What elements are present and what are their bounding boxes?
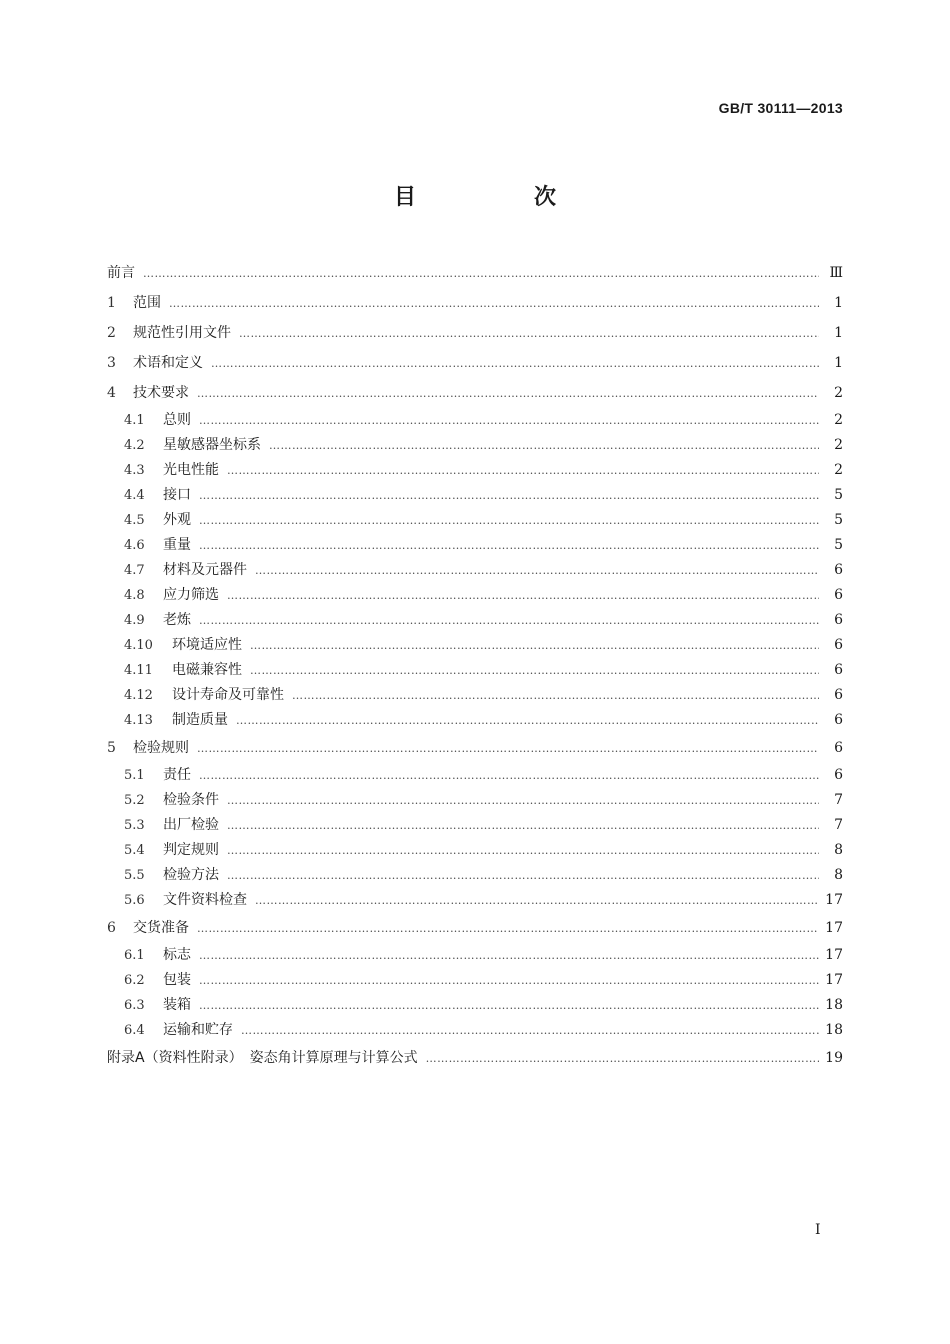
toc-entry-title: 材料及元器件 [163,562,247,578]
dot-leader [197,734,819,764]
dot-leader [255,888,819,913]
toc-entry-page: 1 [834,355,843,371]
toc-entry-title: 接口 [163,487,191,503]
dot-leader [227,458,819,483]
toc-entry-number: 4.13 [124,713,153,728]
toc-entry-page: 2 [834,385,843,401]
toc-entry-title: 规范性引用文件 [133,325,231,341]
toc-entry[interactable] [107,348,843,378]
toc-entry-page: 6 [834,662,843,678]
dot-leader [199,993,819,1018]
toc-entry[interactable] [107,533,843,558]
dot-leader [199,968,819,993]
dot-leader [426,1044,819,1074]
dot-leader [143,259,819,289]
toc-entry[interactable] [107,608,843,633]
dot-leader [227,863,819,888]
toc-entry[interactable] [107,913,843,943]
toc-entry-page: 6 [834,637,843,653]
toc-entry[interactable] [107,433,843,458]
toc-entry-number: 6.1 [124,948,145,963]
toc-entry-title: 装箱 [163,997,191,1013]
toc-entry-page: 18 [825,997,843,1013]
toc-entry-page: 6 [834,587,843,603]
toc-entry-title: 制造质量 [172,712,228,728]
toc-entry-page: 6 [834,712,843,728]
toc-entry-number: 6.3 [124,998,145,1013]
toc-entry[interactable] [107,1043,843,1073]
toc-entry[interactable] [107,483,843,508]
toc-entry[interactable] [107,318,843,348]
toc-entry[interactable] [107,458,843,483]
toc-entry-page: 7 [834,817,843,833]
toc-entry-number: 4 [107,385,116,401]
dot-leader [199,533,819,558]
dot-leader [199,408,819,433]
toc-entry-title: 检验方法 [163,867,219,883]
dot-leader [241,1018,819,1043]
toc-entry-page: 1 [834,295,843,311]
toc-entry-number: 4.9 [124,613,145,628]
toc-entry-title: 附录A（资料性附录） 姿态角计算原理与计算公式 [107,1050,418,1066]
toc-entry-title: 总则 [163,412,191,428]
dot-leader [250,633,819,658]
toc-entry-number: 4.1 [124,413,145,428]
toc-entry-title: 交货准备 [133,920,189,936]
toc-entry-title: 应力筛选 [163,587,219,603]
toc-entry[interactable] [107,1018,843,1043]
toc-entry[interactable] [107,408,843,433]
toc-entry-number: 4.12 [124,688,153,703]
toc-entry-number: 4.7 [124,563,145,578]
toc-entry-title: 包装 [163,972,191,988]
toc-entry[interactable] [107,888,843,913]
toc-entry[interactable] [107,258,843,288]
toc-entry-title: 运输和贮存 [163,1022,233,1038]
dot-leader [197,914,819,944]
toc-entry-page: 5 [834,512,843,528]
toc-entry-page: 6 [834,562,843,578]
toc-entry-number: 4.6 [124,538,145,553]
toc-entry-number: 3 [107,355,116,371]
page-title: 目 次 [393,185,604,210]
toc-entry-page: 5 [834,487,843,503]
toc-entry-number: 4.2 [124,438,145,453]
toc-entry[interactable] [107,968,843,993]
dot-leader [269,433,819,458]
toc-entry-title: 重量 [163,537,191,553]
toc-entry-number: 5.1 [124,768,145,783]
toc-entry[interactable] [107,378,843,408]
toc-entry-title: 标志 [163,947,191,963]
toc-entry-title: 环境适应性 [172,637,242,653]
toc-entry-number: 4.10 [124,638,153,653]
toc-entry[interactable] [107,838,843,863]
toc-entry[interactable] [107,943,843,968]
toc-entry-page: 2 [834,437,843,453]
toc-entry-number: 4.11 [124,663,153,678]
toc-entry-page: 1 [834,325,843,341]
toc-entry-title: 判定规则 [163,842,219,858]
dot-leader [197,379,819,409]
document-code: GB/T 30111—2013 [718,100,843,116]
dot-leader [199,483,819,508]
toc-entry-page: 2 [834,462,843,478]
toc-entry-page: 19 [825,1050,843,1066]
toc-entry-title: 星敏感器坐标系 [163,437,261,453]
toc-entry[interactable] [107,863,843,888]
toc-entry-title: 检验条件 [163,792,219,808]
toc-entry-title: 范围 [133,295,161,311]
toc-entry-title: 术语和定义 [133,355,203,371]
toc-entry-page: 8 [834,867,843,883]
dot-leader [199,763,819,788]
toc-entry-page: 6 [834,740,843,756]
toc-entry-page: 17 [825,947,843,963]
toc-entry-title: 出厂检验 [163,817,219,833]
dot-leader [255,558,819,583]
toc-entry-number: 4.3 [124,463,145,478]
toc-entry-page: 17 [825,972,843,988]
toc-entry-number: 5.3 [124,818,145,833]
dot-leader [292,683,819,708]
toc-entry-number: 1 [107,295,116,311]
toc-entry-page: 17 [825,920,843,936]
dot-leader [227,788,819,813]
toc-entry[interactable] [107,633,843,658]
dot-leader [227,583,819,608]
toc-entry-page: 6 [834,612,843,628]
page-number: I [815,1222,821,1238]
toc-entry[interactable] [107,658,843,683]
toc-entry-number: 2 [107,325,116,341]
toc-entry-title: 文件资料检查 [163,892,247,908]
dot-leader [211,349,819,379]
toc-entry-title: 技术要求 [133,385,189,401]
dot-leader [227,813,819,838]
toc-entry[interactable] [107,763,843,788]
toc-entry[interactable] [107,683,843,708]
toc-entry[interactable] [107,813,843,838]
toc-entry-number: 5.2 [124,793,145,808]
toc-entry[interactable] [107,508,843,533]
dot-leader [239,319,819,349]
toc-entry-number: 4.8 [124,588,145,603]
toc-entry-page: 5 [834,537,843,553]
toc-entry[interactable] [107,733,843,763]
toc-entry-title: 设计寿命及可靠性 [172,687,284,703]
dot-leader [236,708,819,733]
toc-entry-number: 5.5 [124,868,145,883]
toc-entry-title: 前言 [107,265,135,281]
toc-entry-number: 6 [107,920,116,936]
dot-leader [199,943,819,968]
toc-entry-number: 6.4 [124,1023,145,1038]
dot-leader [169,289,819,319]
toc-entry[interactable] [107,583,843,608]
dot-leader [199,608,819,633]
table-of-contents [107,258,843,1073]
toc-entry-number: 5.4 [124,843,145,858]
toc-entry-number: 6.2 [124,973,145,988]
toc-entry-page: 6 [834,767,843,783]
toc-entry-page: 6 [834,687,843,703]
toc-entry-title: 电磁兼容性 [172,662,242,678]
toc-entry[interactable] [107,993,843,1018]
toc-entry-number: 5.6 [124,893,145,908]
toc-entry-page: Ⅲ [829,265,843,281]
toc-entry-number: 4.4 [124,488,145,503]
toc-entry-title: 老炼 [163,612,191,628]
toc-entry[interactable] [107,708,843,733]
toc-entry[interactable] [107,558,843,583]
dot-leader [227,838,819,863]
toc-entry-number: 4.5 [124,513,145,528]
toc-entry-page: 17 [825,892,843,908]
toc-entry-title: 责任 [163,767,191,783]
toc-entry-title: 光电性能 [163,462,219,478]
toc-entry-page: 7 [834,792,843,808]
toc-entry-page: 18 [825,1022,843,1038]
toc-entry-title: 外观 [163,512,191,528]
toc-entry[interactable] [107,288,843,318]
toc-entry[interactable] [107,788,843,813]
dot-leader [199,508,819,533]
dot-leader [250,658,819,683]
toc-entry-page: 8 [834,842,843,858]
toc-entry-title: 检验规则 [133,740,189,756]
toc-entry-number: 5 [107,740,116,756]
toc-entry-page: 2 [834,412,843,428]
